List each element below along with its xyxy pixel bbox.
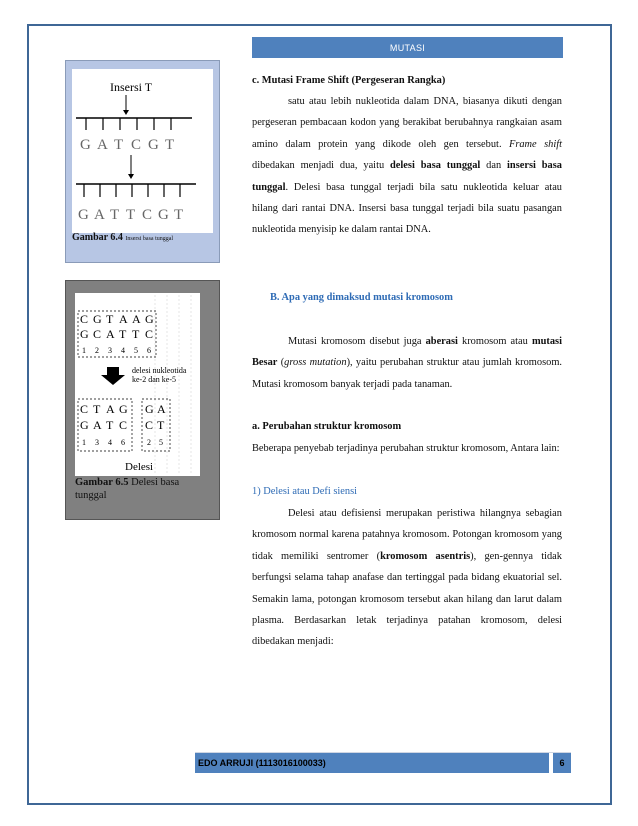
svg-text:1: 1 <box>82 346 86 355</box>
figure-deletion-caption <box>75 476 210 502</box>
caption-label: Gambar 6.5 <box>75 477 129 488</box>
heading-text: a. Perubahan struktur kromosom <box>252 421 402 432</box>
caption-label: Gambar 6.4 <box>72 232 123 243</box>
svg-text:T: T <box>106 312 114 326</box>
svg-text:A: A <box>106 402 115 416</box>
top-nums <box>82 346 151 355</box>
svg-text:G: G <box>145 402 154 416</box>
svg-text:A: A <box>106 327 115 341</box>
svg-text:C: C <box>145 418 154 432</box>
top-base: T <box>165 137 175 153</box>
top-row1 <box>80 312 154 326</box>
heading-text: B. Apa yang dimaksud mutasi kromosom <box>270 292 453 303</box>
bottom-base: T <box>126 207 136 223</box>
page-number: 6 <box>553 753 571 773</box>
svg-text:C: C <box>93 327 102 341</box>
figure-insertion-caption <box>72 232 173 243</box>
heading-text: c. Mutasi Frame Shift (Pergeseran Rangka) <box>252 75 446 86</box>
svg-text:T: T <box>93 402 101 416</box>
bottom-left-row2 <box>80 418 127 432</box>
svg-text:A: A <box>157 402 166 416</box>
svg-text:G: G <box>93 312 102 326</box>
svg-text:C: C <box>145 327 154 341</box>
caption-text: Insersi basa tunggal <box>125 236 174 242</box>
insertion-arrowhead <box>123 110 129 115</box>
top-base: A <box>97 137 108 153</box>
section-chromosome-paragraph: Mutasi kromosom disebut juga aberasi kromosom atau mutasi Besar (gross mutation), yaitu perubahan struktur atau jumlah kromosom. Mutasi kromosom banyak terjadi pada tanaman. <box>252 336 562 390</box>
svg-text:T: T <box>132 327 140 341</box>
svg-text:C: C <box>80 312 89 326</box>
insertion-diagram <box>72 69 213 233</box>
svg-text:5: 5 <box>159 438 163 447</box>
caption-text: Delesi basa tunggal <box>75 477 180 501</box>
running-header <box>252 37 563 58</box>
svg-text:3: 3 <box>108 346 112 355</box>
svg-text:2: 2 <box>95 346 99 355</box>
svg-text:T: T <box>119 327 127 341</box>
section-chromosome-heading <box>270 287 580 308</box>
page-footer <box>195 752 571 773</box>
top-base: T <box>114 137 124 153</box>
svg-text:6: 6 <box>121 438 125 447</box>
deletion-diagram <box>75 293 200 476</box>
svg-text:A: A <box>93 418 102 432</box>
svg-text:G: G <box>80 418 89 432</box>
deletion-note-line2: ke-2 dan ke-5 <box>132 375 176 384</box>
svg-text:A: A <box>119 312 128 326</box>
subsection-deletion-heading <box>252 481 562 502</box>
section-structure-heading <box>252 416 562 437</box>
figure-deletion-image <box>75 293 200 476</box>
bottom-strand-ticks <box>84 184 180 197</box>
figure-insertion-image <box>72 69 213 233</box>
header-title: MUTASI <box>389 42 426 53</box>
svg-text:G: G <box>119 402 128 416</box>
svg-text:4: 4 <box>121 346 125 355</box>
bottom-strand-bases <box>78 207 183 223</box>
svg-text:6: 6 <box>147 346 151 355</box>
heading-text: 1) Delesi atau Defi siensi <box>252 486 358 497</box>
insertion-label: Insersi T <box>110 80 153 94</box>
bottom-base: G <box>78 207 89 223</box>
svg-text:1: 1 <box>82 438 86 447</box>
svg-text:2: 2 <box>147 438 151 447</box>
section-structure-paragraph: Beberapa penyebab terjadinya perubahan struktur kromosom, Antara lain: <box>252 443 560 454</box>
top-base: G <box>148 137 159 153</box>
delesi-label: Delesi <box>125 461 154 473</box>
section-frameshift-paragraph: satu atau lebih nukleotida dalam DNA, biasanya dikuti dengan pergeseran pembacaan kodon yang berakibat berubahnya rangkaian asam amino dalam protein yang dikode oleh gen tersebut. Frame shift dibedakan menjadi dua, yaitu delesi basa tunggal dan insersi basa tunggal. Delesi basa tunggal terjadi bila satu nukleotida keluar atau hilang dari rantai DNA. Insersi basa tunggal terjadi bila suatu pasangan nukleotida menyisip ke dalam rantai DNA. <box>252 96 562 236</box>
bottom-right-row1 <box>145 402 166 416</box>
bottom-base: G <box>158 207 169 223</box>
svg-text:5: 5 <box>134 346 138 355</box>
svg-text:A: A <box>132 312 141 326</box>
svg-text:C: C <box>80 402 89 416</box>
svg-text:C: C <box>119 418 128 432</box>
bottom-base: A <box>94 207 105 223</box>
section-frameshift-heading <box>252 70 562 91</box>
top-base: C <box>131 137 142 153</box>
top-strand-bases <box>80 137 174 153</box>
svg-text:4: 4 <box>108 438 112 447</box>
top-strand-ticks <box>86 118 171 130</box>
figure-deletion <box>65 280 220 520</box>
bottom-left-nums <box>82 438 125 447</box>
footer-author: EDO ARRUJI (1113016100033) <box>195 753 549 773</box>
figure-insertion <box>65 60 220 263</box>
svg-text:T: T <box>157 418 165 432</box>
bottom-left-row1 <box>80 402 128 416</box>
subsection-deletion-paragraph: Delesi atau defisiensi merupakan peristiwa hilangnya sebagian kromosom normal karena patahnya kromosom. Potongan kromosom yang tidak memiliki sentromer (kromosom asentris), gen-gennya tidak berfungsi selama tahap anafase dan tertinggal pada bidang ekuatorial sel. Semakin lama, potongan kromosom tersebut akan hilang dan larut dalam plasma. Berdasarkan letak terjadinya patahan kromosom, delesi dibedakan menjadi: <box>252 508 562 648</box>
svg-text:T: T <box>106 418 114 432</box>
deletion-arrow-icon <box>101 367 125 385</box>
bottom-base: T <box>110 207 120 223</box>
deletion-note-line1: delesi nukleotida <box>132 366 187 375</box>
bottom-base: T <box>174 207 184 223</box>
svg-text:G: G <box>145 312 154 326</box>
svg-text:G: G <box>80 327 89 341</box>
top-row2 <box>80 327 153 341</box>
top-base: G <box>80 137 91 153</box>
svg-text:3: 3 <box>95 438 99 447</box>
transition-arrowhead <box>128 174 134 179</box>
bottom-base: C <box>142 207 153 223</box>
